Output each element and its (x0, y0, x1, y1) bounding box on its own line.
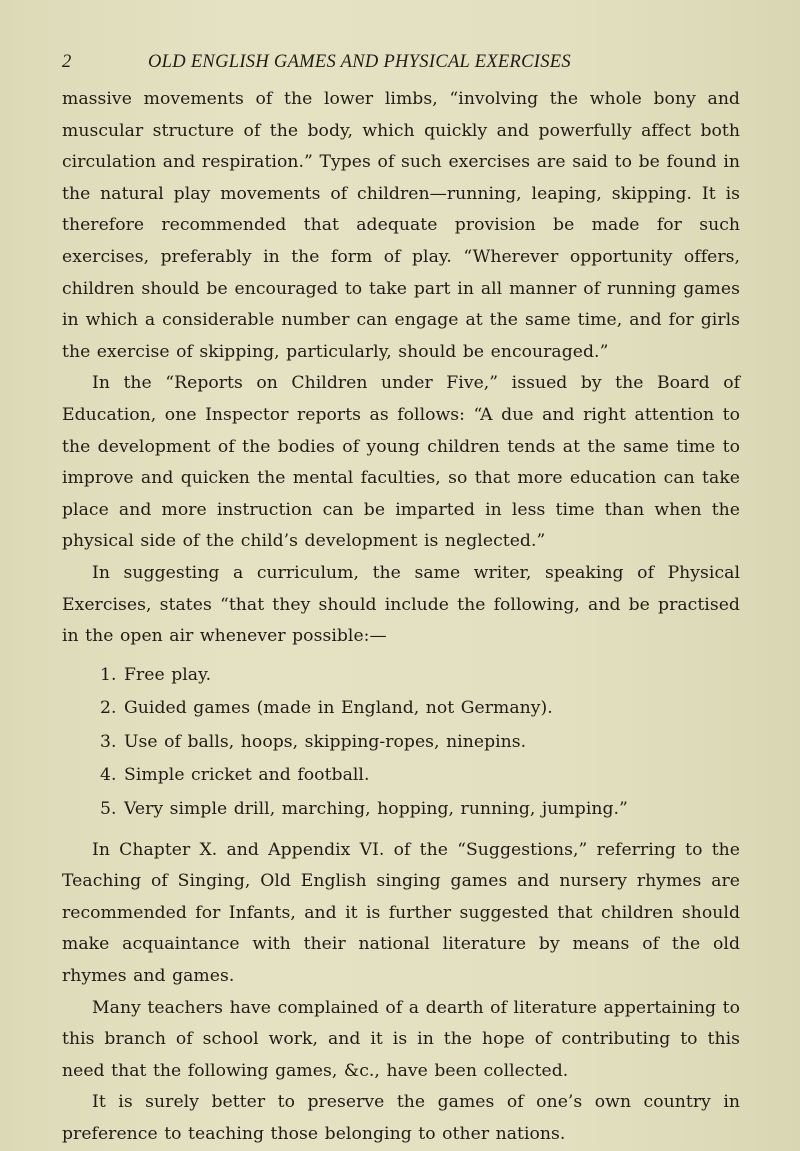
list-item (62, 793, 740, 827)
list-item (62, 726, 740, 760)
list-text: Simple cricket and football. (124, 765, 370, 786)
exercise-list (62, 659, 740, 827)
list-item (62, 759, 740, 793)
page-number: 2 (62, 52, 72, 72)
list-item (62, 692, 740, 726)
list-number: 3. (100, 731, 117, 752)
running-header (62, 52, 662, 82)
list-number: 4. (100, 765, 117, 786)
running-title: OLD ENGLISH GAMES AND PHYSICAL EXERCISES (148, 52, 571, 72)
list-number: 2. (100, 698, 117, 719)
paragraph: massive movements of the lower limbs, “involving the whole bony and muscular structure of the body, which quickly and powerfully affect both circulation and respiration.” Types of such exercises are said to be found in the natural play movements of children—running, leaping, skipping. It is therefore recommended that adequate provision be made for such exercises, preferably in the form of play. “Wherever opportunity offers, children should be encouraged to take part in all manner of running games in which a considerable number can engage at the same time, and for girls the exercise of skipping, particularly, should be encouraged.” (62, 89, 740, 362)
list-text: Very simple drill, marching, hopping, running, jumping.” (124, 799, 628, 820)
paragraph: In Chapter X. and Appendix VI. of the “Suggestions,” referring to the Teaching of Singing, Old English singing games and nursery rhymes are recommended for Infants, and it is further suggested that children should make acquaintance with their national literature by means of the old rhymes and games. (62, 839, 740, 987)
paragraph: In suggesting a curriculum, the same writer, speaking of Physical Exercises, states “that they should include the following, and be practised in the open air whenever possible:— (62, 562, 740, 647)
paragraph: In the “Reports on Children under Five,” issued by the Board of Education, one Inspector reports as follows: “A due and right attention to the development of the bodies of young children tends at the same time to improve and quicken the mental faculties, so that more education can take place and more instruction can be imparted in less time than when the physical side of the child’s development is neglected.” (62, 373, 740, 552)
body-text (62, 84, 740, 1151)
list-text: Free play. (124, 664, 212, 685)
list-number: 1. (100, 664, 117, 685)
list-text: Guided games (made in England, not Germany). (124, 698, 553, 719)
paragraph: It is surely better to preserve the games of one’s own country in preference to teaching those belonging to other nations. (62, 1092, 740, 1144)
paragraph: Many teachers have complained of a dearth of literature appertaining to this branch of school work, and it is in the hope of contributing to this need that the following games, &c., have been collected. (62, 997, 740, 1081)
list-number: 5. (100, 799, 117, 820)
list-item (62, 659, 740, 693)
list-text: Use of balls, hoops, skipping-ropes, ninepins. (124, 731, 527, 752)
